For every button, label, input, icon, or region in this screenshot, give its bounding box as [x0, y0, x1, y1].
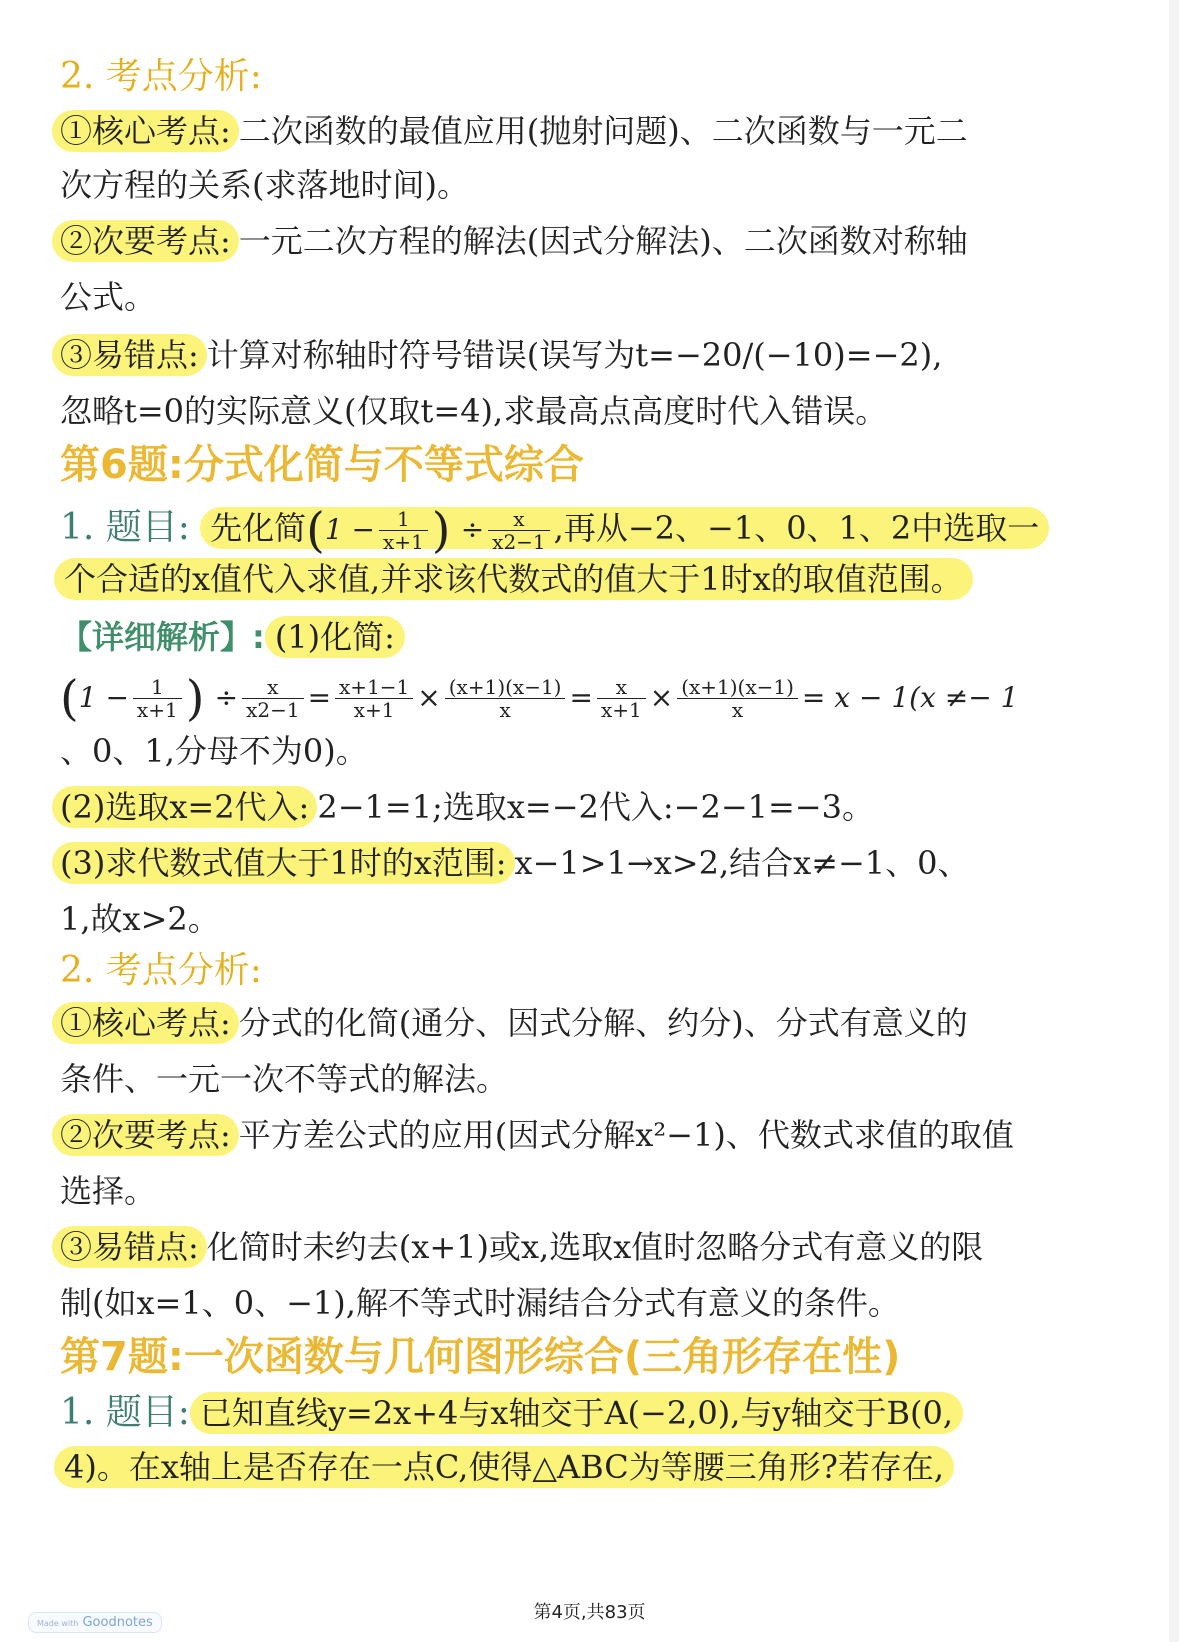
paren-open: (: [306, 502, 325, 559]
question-7-prompt-line-1: [60, 1388, 963, 1438]
eq-fraction-a: [133, 676, 182, 721]
step-2-line: [60, 782, 874, 832]
question-6-pre: 先化简: [210, 509, 307, 547]
step-2-text: 2−1=1;选取x=−2代入:−2−1=−3。: [317, 788, 874, 826]
question-6-highlight: [200, 502, 1049, 559]
fraction-denominator: x+1: [383, 530, 424, 554]
fraction-numerator: x: [242, 676, 304, 699]
question-7-title: [60, 1332, 900, 1384]
eq-one: 1 −: [78, 681, 129, 714]
q6-error-label: ③易错点:: [52, 1226, 207, 1268]
step-3-text: x−1>1→x>2,结合x≠−1、0、: [514, 844, 970, 882]
q6-secondary-label: ②次要考点:: [52, 1114, 239, 1156]
question-6-one: 1 −: [324, 513, 376, 546]
q6-core-line-2: [60, 1054, 508, 1104]
question-6-prompt-line-2: [60, 554, 973, 604]
q6-secondary-text-1: 平方差公式的应用(因式分解x²−1)、代数式求值的取值: [238, 1116, 1014, 1154]
question-6-prompt-line-1: [60, 500, 1049, 559]
fraction-numerator: (x+1)(x−1): [677, 676, 798, 699]
watermark-brand: Goodnotes: [82, 1615, 153, 1630]
paren-open: (: [60, 670, 79, 727]
fraction-denominator: x+1: [136, 698, 178, 722]
page-number: 第4页,共83页: [533, 1602, 646, 1623]
error-point-line-2: [60, 386, 887, 436]
secondary-point-line-1: [60, 216, 968, 266]
q6-analysis-heading: [60, 946, 262, 996]
fraction-denominator: x: [731, 698, 744, 722]
goodnotes-watermark: [28, 1612, 162, 1633]
core-point-label: ①核心考点:: [52, 110, 239, 152]
q6-analysis-heading-text: 2. 考点分析:: [60, 950, 262, 991]
eq-fraction-b: [242, 676, 304, 721]
question-6-div: ÷: [460, 513, 485, 546]
question-7-prompt-text-1: 已知直线y=2x+4与x轴交于A(−2,0),与y轴交于B(0,: [190, 1392, 963, 1434]
step-3-line: [60, 838, 970, 888]
question-6-fraction-1: [379, 508, 428, 553]
question-6-label: 1. 题目:: [60, 507, 190, 548]
eq-fraction-f: [677, 676, 798, 721]
eq-fraction-e: [597, 676, 646, 721]
detail-step-1: (1)化简:: [265, 616, 405, 658]
fraction-numerator: 1: [379, 508, 428, 531]
page-edge: [1169, 0, 1179, 1642]
fraction-numerator: 1: [133, 676, 182, 699]
q6-secondary-text-2: 选择。: [60, 1172, 157, 1210]
eq-times-2: ×: [649, 681, 674, 714]
question-6-post: ,再从−2、−1、0、1、2中选取一: [553, 509, 1040, 547]
q6-error-line-1: [60, 1222, 983, 1272]
q6-secondary-line-2: [60, 1166, 156, 1216]
fraction-numerator: (x+1)(x−1): [445, 676, 566, 699]
fraction-numerator: x+1−1: [335, 676, 413, 699]
q6-core-label: ①核心考点:: [52, 1002, 239, 1044]
q6-error-line-2: [60, 1278, 900, 1328]
eq-times-1: ×: [417, 681, 441, 714]
question-7-prompt-text-2: 4)。在x轴上是否存在一点C,使得△ABC为等腰三角形?若存在,: [54, 1446, 954, 1488]
fraction-denominator: x: [499, 698, 511, 722]
question-7-label: 1. 题目:: [60, 1392, 190, 1433]
error-point-line-1: [60, 330, 942, 380]
error-point-text-1: 计算对称轴时符号错误(误写为t=−20/(−10)=−2),: [206, 336, 943, 374]
equation-line-2-text: 、0、1,分母不为0)。: [60, 732, 368, 770]
question-6-title: [60, 440, 584, 492]
eq-div: ÷: [214, 681, 239, 714]
fraction-numerator: x: [488, 508, 550, 531]
q6-secondary-line-1: [60, 1110, 1014, 1160]
step-3-text-2: 1,故x>2。: [60, 900, 220, 938]
error-point-label: ③易错点:: [52, 334, 207, 376]
step-3-label: (3)求代数式值大于1时的x范围:: [52, 842, 515, 884]
fraction-numerator: x: [597, 676, 646, 699]
eq-equals-1: =: [307, 681, 332, 714]
equation-line-2: [60, 726, 368, 776]
fraction-denominator: x2−1: [492, 530, 546, 554]
question-6-prompt-text-2: 个合适的x值代入求值,并求该代数式的值大于1时x的取值范围。: [54, 558, 973, 600]
simplification-equation: [60, 664, 1018, 731]
question-7-title-text: 第7题:一次函数与几何图形综合(三角形存在性): [60, 1334, 901, 1380]
eq-equals-2: =: [569, 681, 593, 714]
fraction-denominator: x2−1: [246, 698, 300, 722]
core-point-line-2: [60, 160, 469, 210]
error-point-text-2: 忽略t=0的实际意义(仅取t=4),求最高点高度时代入错误。: [60, 392, 888, 430]
secondary-point-text-1: 一元二次方程的解法(因式分解法)、二次函数对称轴: [238, 222, 968, 260]
question-7-prompt-line-2: [60, 1442, 954, 1492]
q6-core-text-2: 条件、一元一次不等式的解法。: [60, 1060, 509, 1098]
step-2-label: (2)选取x=2代入:: [52, 786, 317, 828]
question-6-fraction-2: [488, 508, 550, 553]
q6-core-line-1: [60, 998, 968, 1048]
detail-heading-line: [60, 612, 405, 662]
fraction-denominator: x+1: [600, 698, 642, 722]
analysis-heading-text: 2. 考点分析:: [60, 56, 262, 97]
question-6-title-text: 第6题:分式化简与不等式综合: [60, 442, 584, 488]
paren-close: ): [185, 670, 205, 727]
secondary-point-text-2: 公式。: [60, 278, 157, 316]
secondary-point-line-2: [60, 272, 156, 322]
secondary-point-label: ②次要考点:: [52, 220, 239, 262]
core-point-text-2: 次方程的关系(求落地时间)。: [60, 166, 469, 204]
eq-fraction-d: [445, 676, 566, 721]
step-3-line-2: [60, 894, 220, 944]
analysis-heading: [60, 52, 262, 102]
watermark-prefix: Made with: [37, 1619, 79, 1628]
core-point-text-1: 二次函数的最值应用(抛射问题)、二次函数与一元二: [238, 112, 968, 150]
eq-fraction-c: [335, 676, 413, 721]
q6-error-text-1: 化简时未约去(x+1)或x,选取x值时忽略分式有意义的限: [206, 1228, 984, 1266]
q6-error-text-2: 制(如x=1、0、−1),解不等式时漏结合分式有意义的条件。: [60, 1284, 900, 1322]
detail-label: 【详细解析】:: [60, 618, 265, 656]
paren-close: ): [431, 502, 451, 559]
fraction-denominator: x+1: [353, 698, 395, 722]
core-point-line-1: [60, 106, 968, 156]
eq-tail: = x − 1(x ≠− 1: [801, 681, 1019, 714]
q6-core-text-1: 分式的化简(通分、因式分解、约分)、分式有意义的: [238, 1004, 968, 1042]
